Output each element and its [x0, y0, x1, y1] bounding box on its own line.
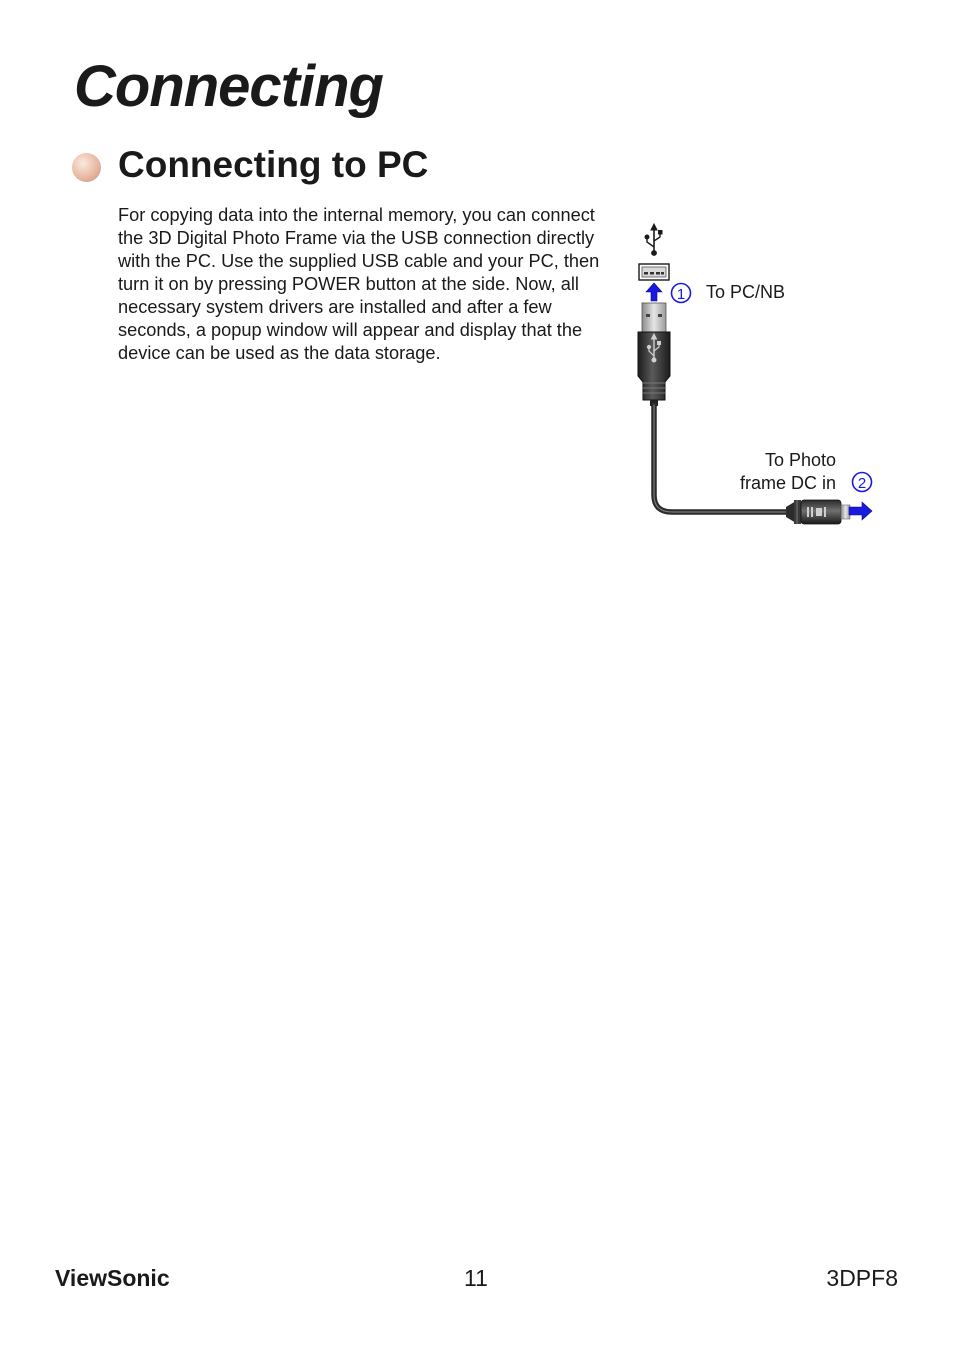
page-title: Connecting: [74, 54, 383, 119]
label-to-photo-frame-line1: To Photo: [764, 450, 836, 470]
usb-port-icon: [639, 264, 669, 280]
usb-a-plug-icon: [638, 303, 670, 406]
label-to-photo-frame-line2: frame DC in: [739, 473, 836, 493]
label-to-pc: To PC/NB: [706, 282, 786, 302]
footer-model: 3DPF8: [826, 1265, 898, 1291]
step-1-marker: [672, 284, 691, 304]
mini-usb-plug-icon: [786, 500, 850, 524]
step-2-marker: [853, 473, 872, 493]
footer-page-number: 11: [464, 1265, 488, 1291]
usb-symbol-icon: [645, 224, 662, 255]
arrow-right-icon: [849, 502, 872, 520]
arrow-up-icon: [646, 283, 662, 301]
section-bullet-icon: [72, 153, 101, 182]
step-2-number: 2: [857, 475, 867, 492]
footer-brand: ViewSonic: [55, 1265, 170, 1291]
usb-connection-figure: [600, 210, 900, 540]
section-title: Connecting to PC: [118, 144, 429, 185]
body-paragraph: For copying data into the internal memory, you can connect the 3D Digital Photo Frame via the USB connection directly with the PC. Use the supplied USB cable and your PC, then turn it on by pressing POWER button at the side. Now, all necessary system drivers are installed and after a few seconds, a popup window will appear and display that the device can be used as the data storage.: [118, 205, 600, 363]
step-1-number: 1: [676, 286, 686, 303]
